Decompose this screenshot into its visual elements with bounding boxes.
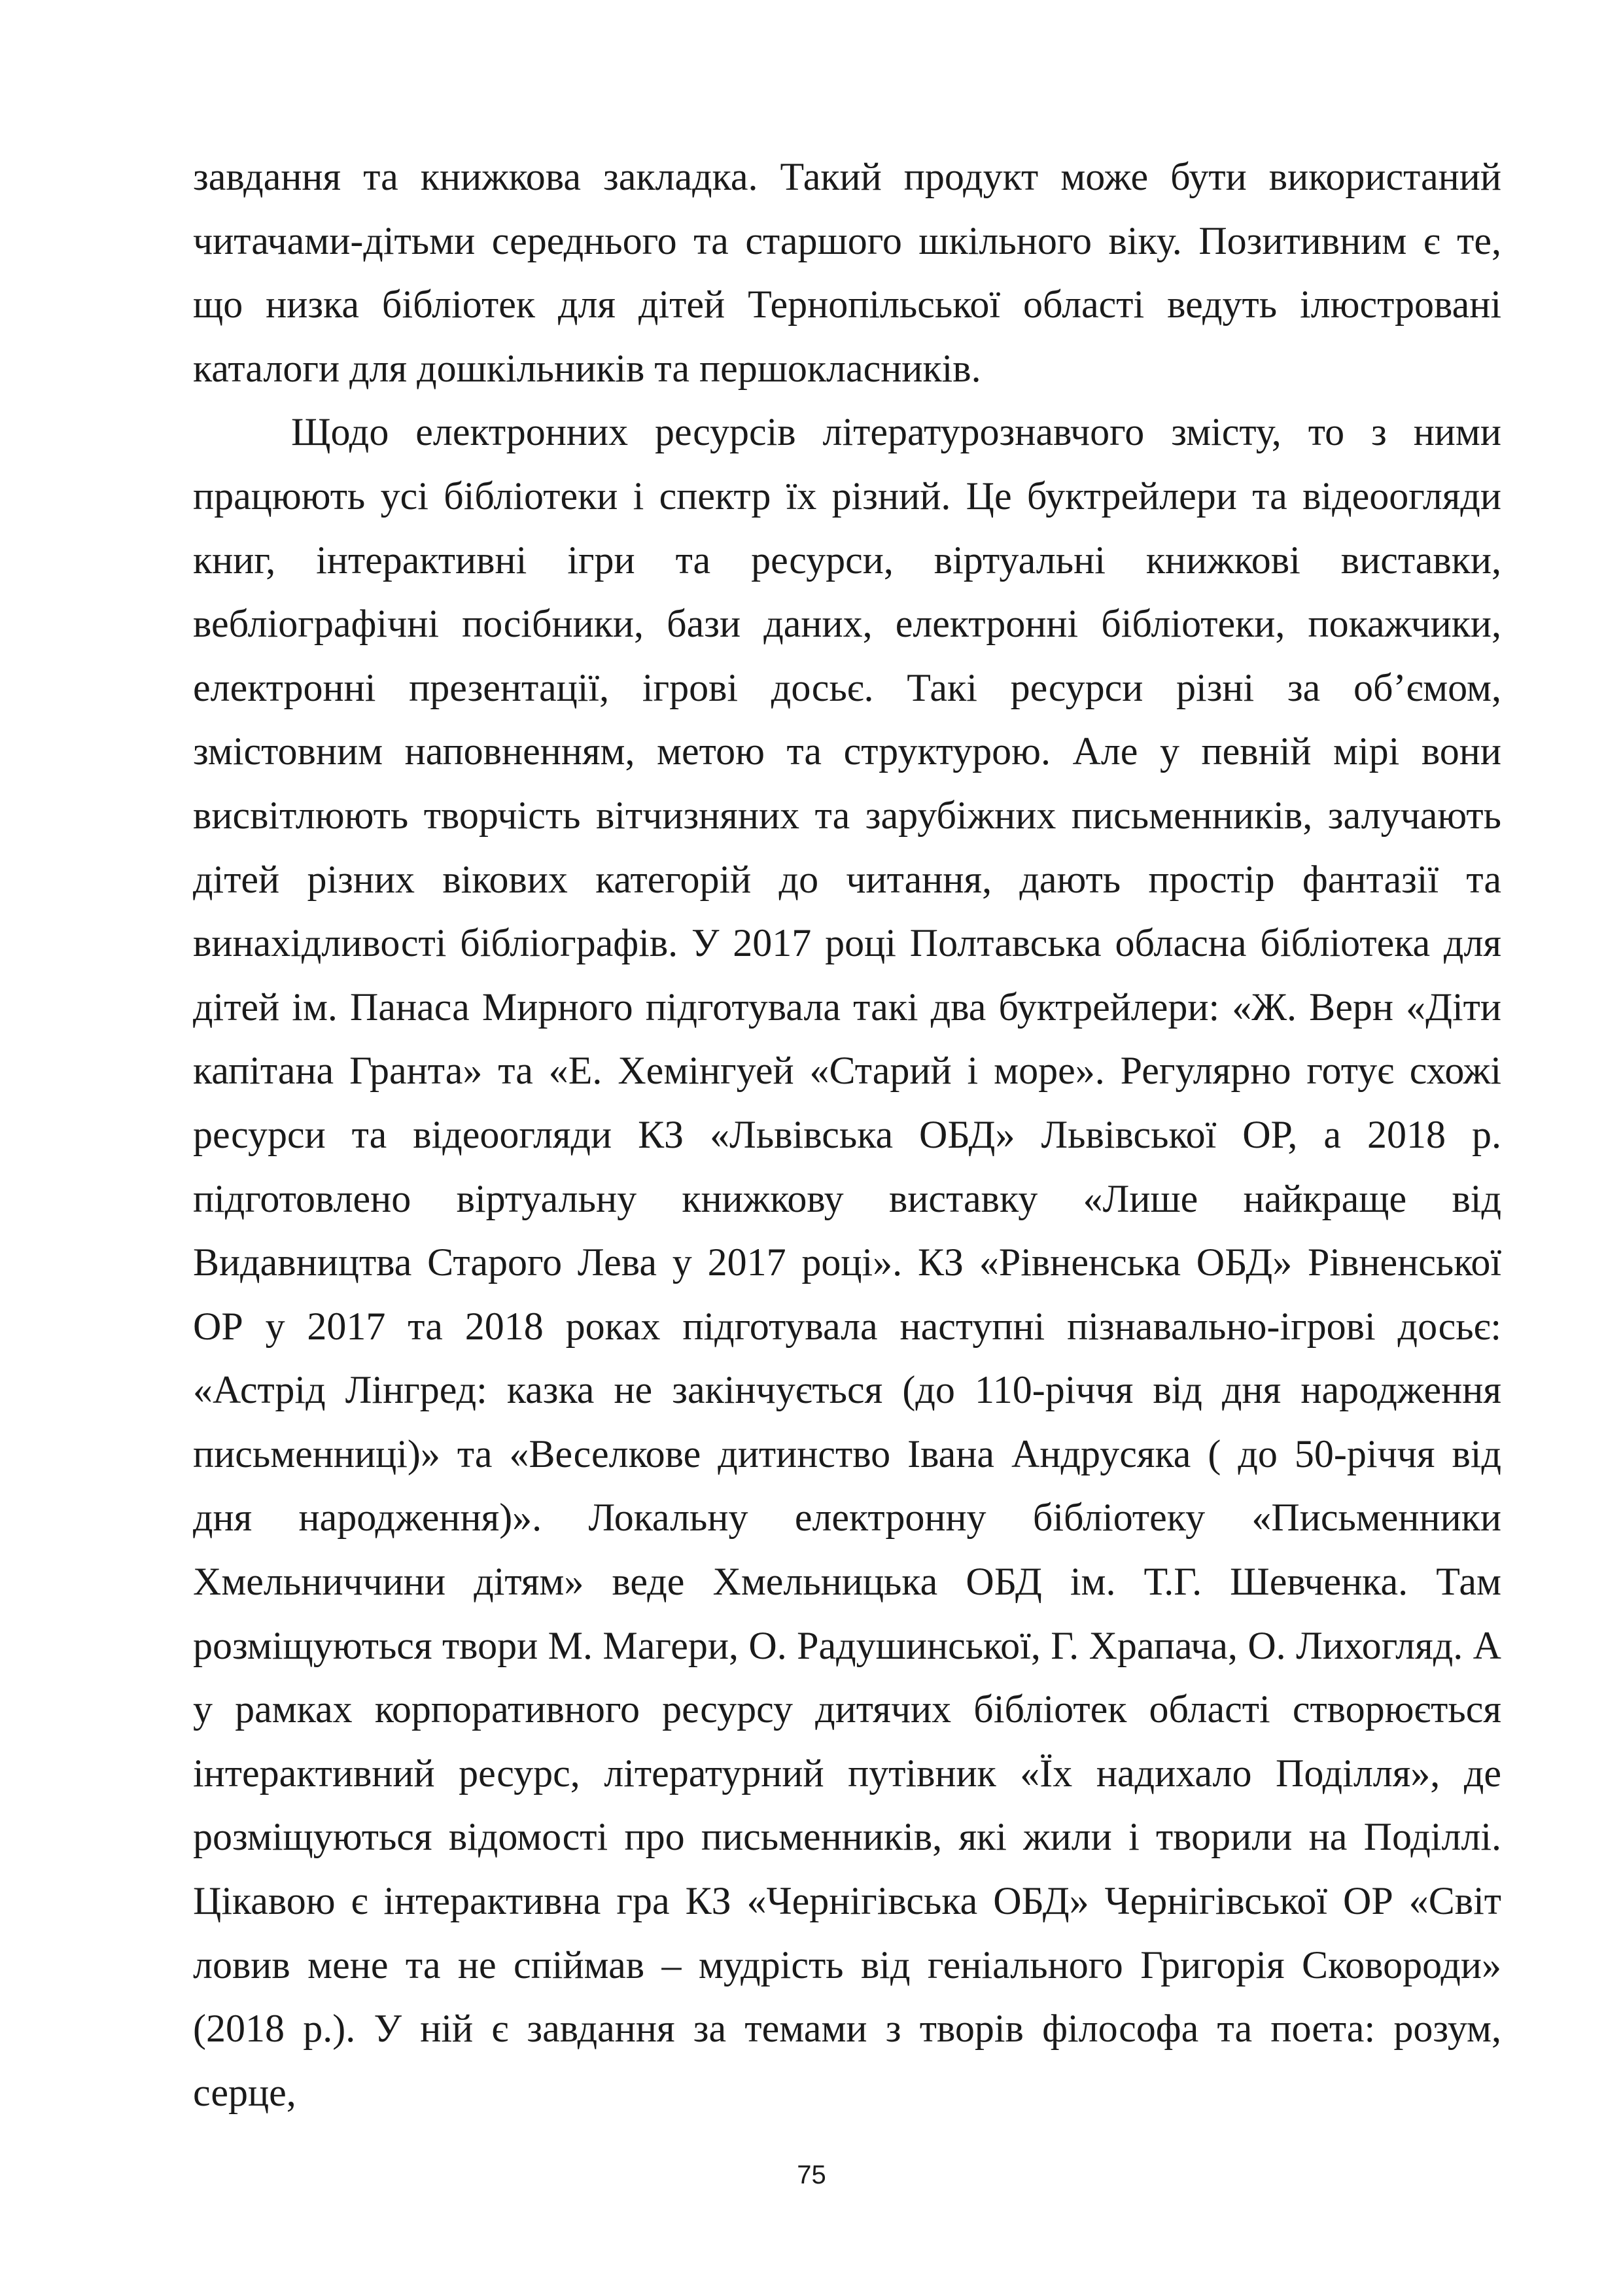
body-text <box>193 145 1501 2125</box>
paragraph-electronic-resources: Щодо електронних ресурсів літературознавчого змісту, то з ними працюють усі бібліотеки і спектр їх різний. Це буктрейлери та відеоогляди книг, інтерактивні ігри та ресурси, віртуальні книжкові виставки, вебліографічні посібники, бази даних, електронні бібліотеки, покажчики, електронні презентації, ігрові досьє. Такі ресурси різні за об’ємом, змістовним наповненням, метою та структурою. Але у певній мірі вони висвітлюють творчість вітчизняних та зарубіжних письменників, залучають дітей різних вікових категорій до читання, дають простір фантазії та винахідливості бібліографів. У 2017 році Полтавська обласна бібліотека для дітей ім. Панаса Мирного підготувала такі два буктрейлери: «Ж. Верн «Діти капітана Гранта» та «Е. Хемінгуей «Старий і море». Регулярно готує схожі ресурси та відеоогляди КЗ «Львівська ОБД» Львівської ОР, а 2018 р. підготовлено віртуальну книжкову виставку «Лише найкраще від Видавництва Старого Лева у 2017 році». КЗ «Рівненська ОБД» Рівненської ОР у 2017 та 2018 роках підготувала наступні пізнавально-ігрові досьє: «Астрід Лінгред: казка не закінчується (до 110-річчя від дня народження письменниці)» та «Веселкове дитинство Івана Андрусяка ( до 50-річчя від дня народження)». Локальну електронну бібліотеку «Письменники Хмельниччини дітям» веде Хмельницька ОБД ім. Т.Г. Шевченка. Там розміщуються твори М. Магери, О. Радушинської, Г. Храпача, О. Лихогляд. А у рамках корпоративного ресурсу дитячих бібліотек області створюється інтерактивний ресурс, літературний путівник «Їх надихало Поділля», де розміщуються відомості про письменників, які жили і творили на Поділлі. Цікавою є інтерактивна гра КЗ «Чернігівська ОБД» Чернігівської ОР «Світ ловив мене та не спіймав – мудрість від геніального Григорія Сковороди» (2018 р.). У ній є завдання за темами з творів філософа та поета: розум, серце, <box>193 410 1501 2114</box>
page-number: 75 <box>797 2161 826 2189</box>
paragraph-continuation: завдання та книжкова закладка. Такий продукт може бути використаний читачами-дітьми середнього та старшого шкільного віку. Позитивним є те, що низка бібліотек для дітей Тернопільської області ведуть ілюстровані каталоги для дошкільників та першокласників. <box>193 155 1501 390</box>
